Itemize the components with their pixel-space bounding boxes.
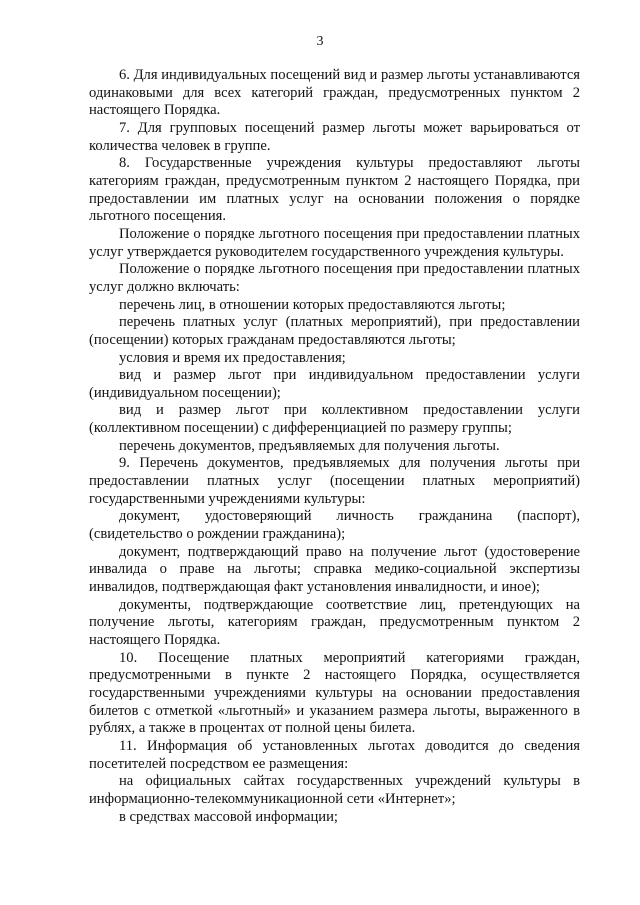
list-item-mass-media: в средствах массовой информации; (119, 808, 338, 825)
list-item-entitlement-document: документ, подтверждающий право на получение льгот (удостоверение инвалида о праве на льготы; справка медико-социальной экспертизы инвалидов, подтверждающая факт установления инвалидности, и иное); (89, 543, 580, 596)
paragraph-10: 10. Посещение платных мероприятий категориями граждан, предусмотренными в пункте 2 настоящего Порядка, осуществляется государственными учреждениями культуры на основании предоставления билетов с отметкой «льготный» и указанием размера льготы, выраженного в рублях, а также в процентах от полной цены билета. (89, 649, 580, 737)
paragraph-regulation-contents: Положение о порядке льготного посещения при предоставлении платных услуг должно включать: (89, 261, 580, 295)
list-item-collective-benefits: вид и размер льгот при коллективном предоставлении услуги (коллективном посещении) с дифференциацией по размеру группы; (89, 402, 580, 437)
paragraph-6: 6. Для индивидуальных посещений вид и размер льготы устанавливаются одинаковыми для всех категорий граждан, предусмотренных пунктом 2 настоящего Порядка. (89, 67, 581, 119)
list-item-paid-services: перечень платных услуг (платных мероприятий), при предоставлении (посещении) которых гражданам предоставляются льготы; (89, 314, 580, 348)
paragraph-11: 11. Информация об установленных льготах доводится до сведения посетителей посредством ее размещения: (89, 737, 580, 772)
list-item-documents: перечень документов, предъявляемых для получения льготы. (119, 437, 500, 454)
list-item-conditions: условия и время их предоставления; (119, 349, 346, 366)
list-item-individual-benefits: вид и размер льгот при индивидуальном предоставлении услуги (индивидуальном посещении); (89, 367, 580, 401)
list-item-official-websites: на официальных сайтах государственных учреждений культуры в информационно-телекоммуникационной сети «Интернет»; (89, 773, 580, 807)
document-body (89, 67, 580, 826)
list-item-identity-document: документ, удостоверяющий личность гражданина (паспорт), (свидетельство о рождении гражданина); (89, 508, 580, 543)
paragraph-9: 9. Перечень документов, предъявляемых для получения льготы при предоставлении платных услуг (посещении платных мероприятий) государственными учреждениями культуры: (89, 455, 580, 507)
paragraph-8: 8. Государственные учреждения культуры предоставляют льготы категориям граждан, предусмотренным пунктом 2 настоящего Порядка, при предоставлении им платных услуг на основании положения о порядке льготного посещения. (89, 155, 580, 225)
page-number: 3 (316, 34, 324, 49)
paragraph-7: 7. Для групповых посещений размер льготы может варьироваться от количества человек в группе. (89, 119, 580, 154)
paragraph-regulation-approval: Положение о порядке льготного посещения при предоставлении платных услуг утверждается руководителем государственного учреждения культуры. (89, 225, 580, 260)
list-item-category-documents: документы, подтверждающие соответствие лиц, претендующих на получение льготы, категориям граждан, предусмотренным пунктом 2 настоящего Порядка. (89, 596, 580, 648)
list-item-persons: перечень лиц, в отношении которых предоставляются льготы; (119, 296, 506, 313)
